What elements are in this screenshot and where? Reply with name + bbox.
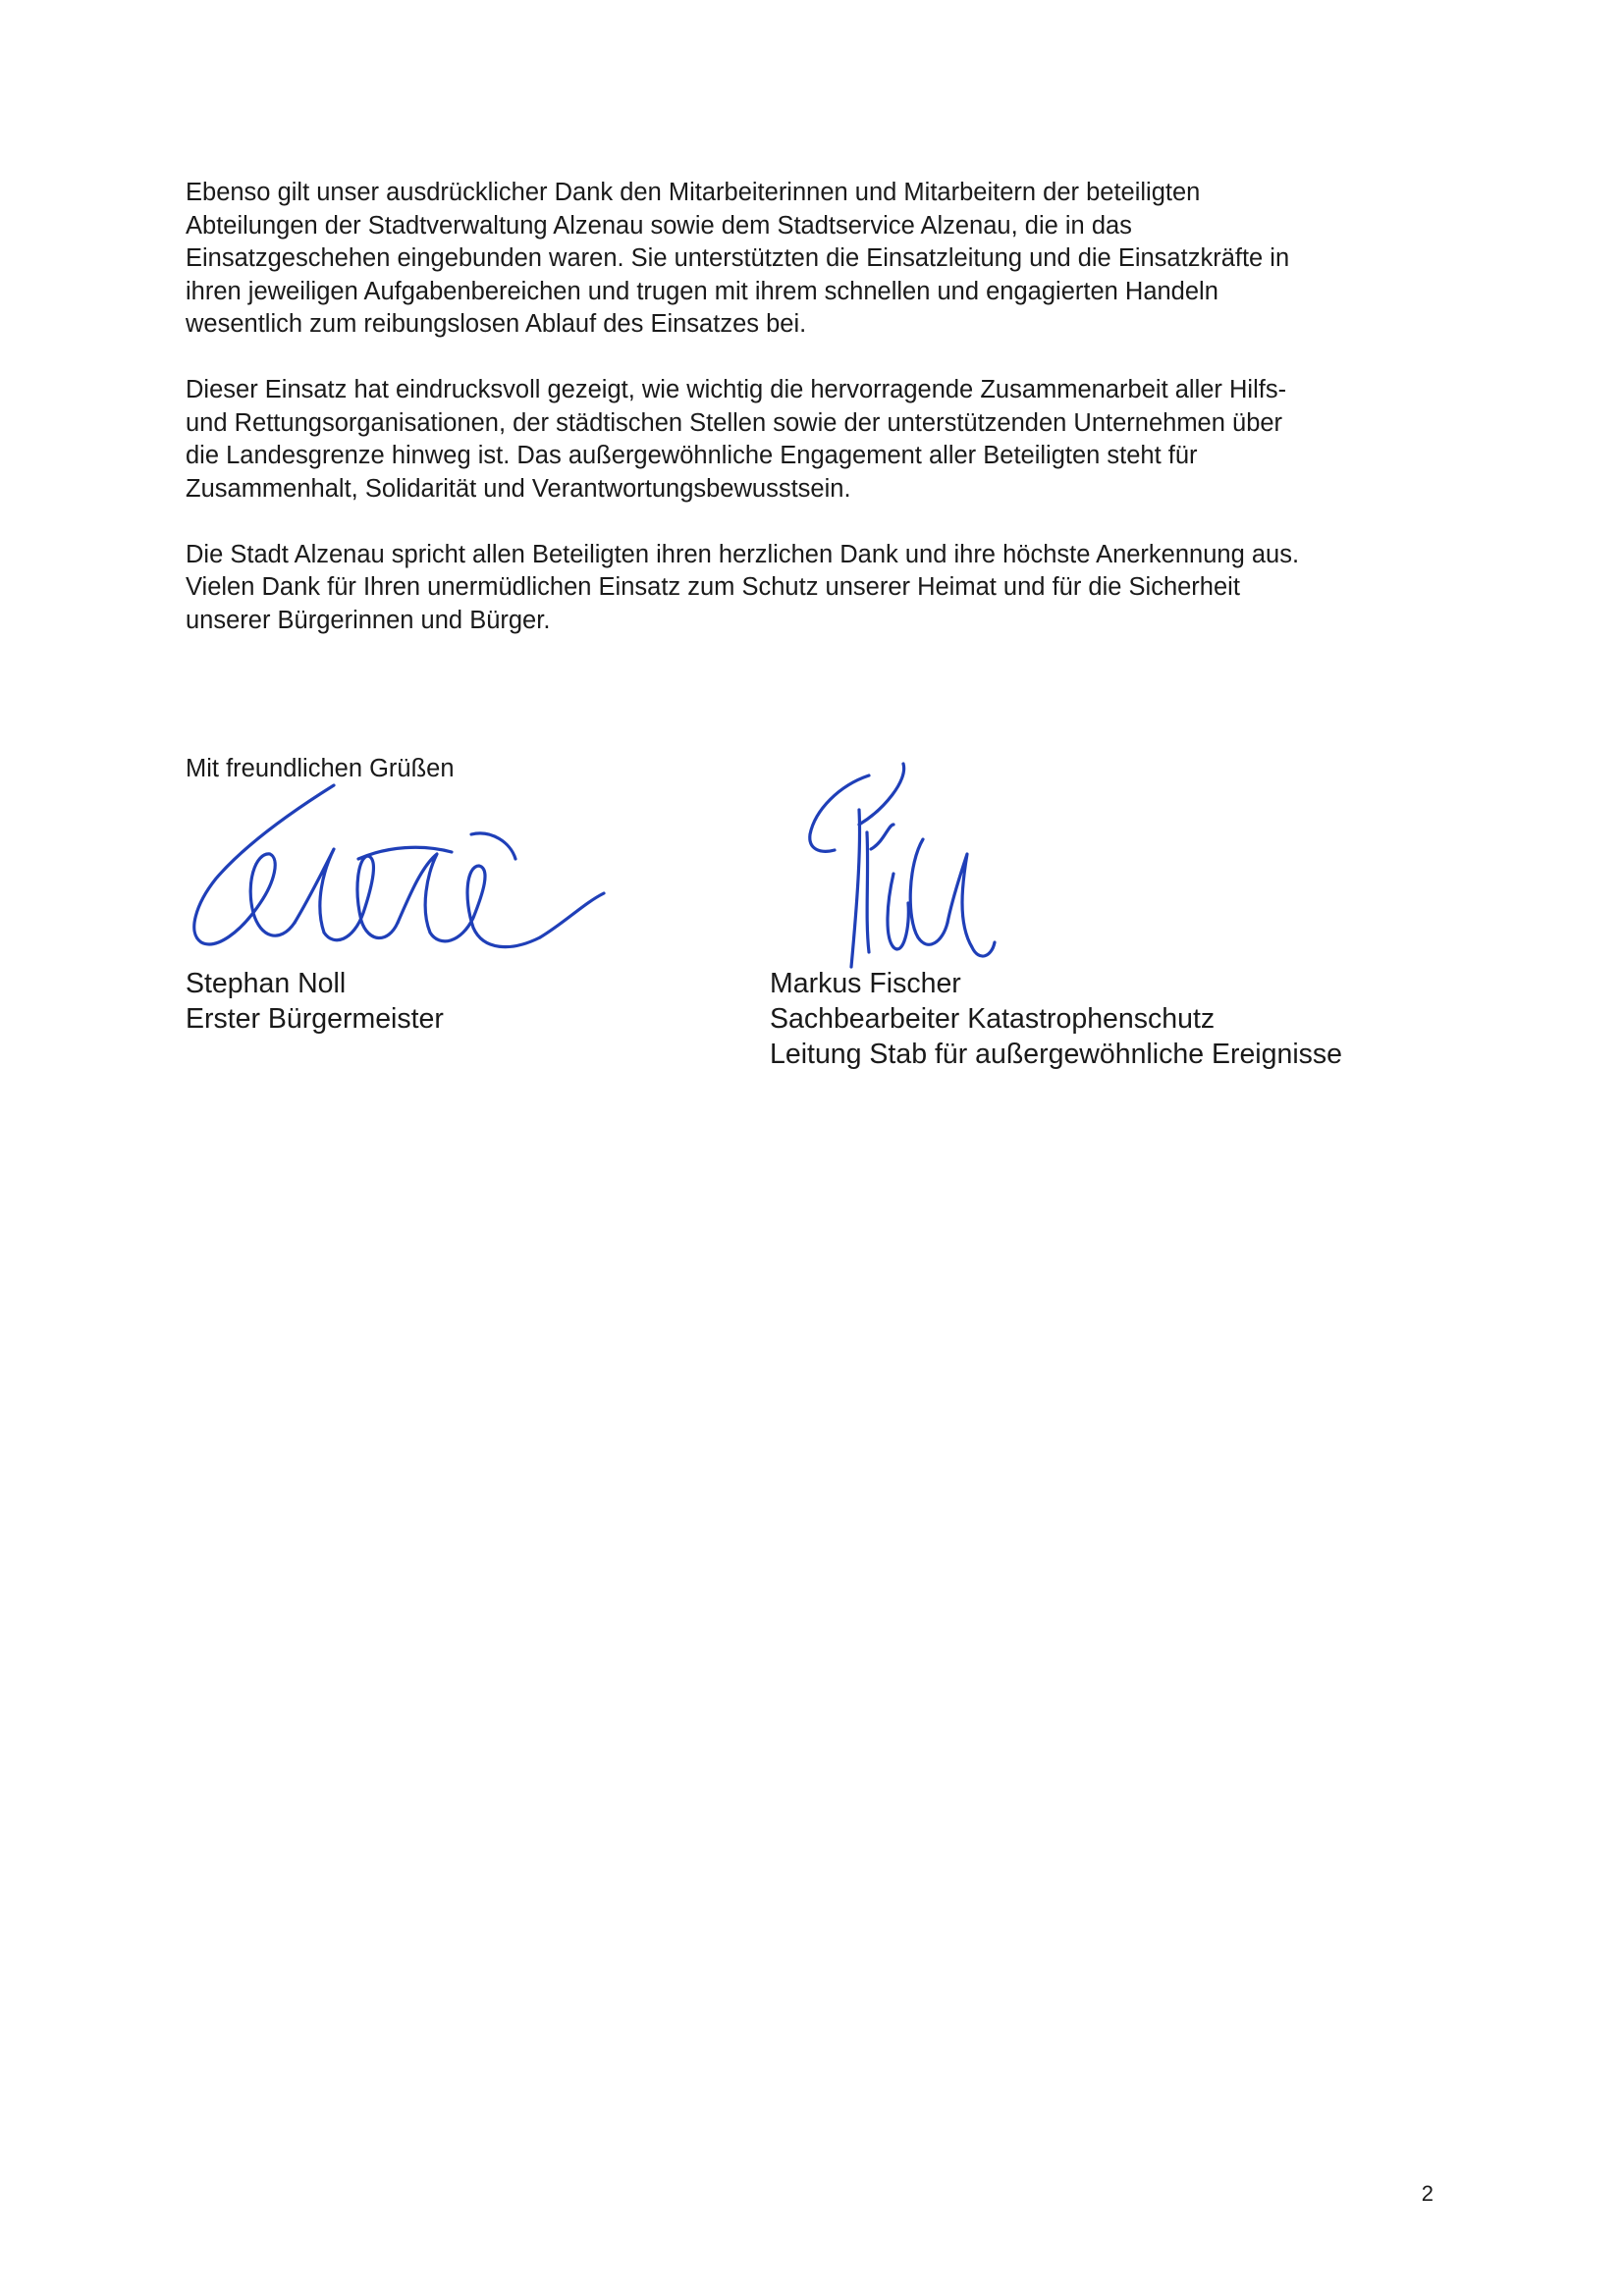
letter-body xyxy=(186,177,1452,670)
signatory-title: Erster Bürgermeister xyxy=(186,1003,444,1035)
signatory-noll xyxy=(186,966,444,1037)
signatory-title: Leitung Stab für außergewöhnliche Ereignisse xyxy=(770,1039,1343,1070)
signatory-name: Markus Fischer xyxy=(770,968,961,999)
closing-salutation: Mit freundlichen Grüßen xyxy=(186,755,455,782)
signature-fischer xyxy=(761,756,1006,991)
signatory-name: Stephan Noll xyxy=(186,968,347,999)
paragraph-thanks-staff: Ebenso gilt unser ausdrücklicher Dank den Mitarbeiterinnen und Mitarbeitern der beteiligten Abteilungen der Stadtverwaltung Alzenau sowie dem Stadtservice Alzenau, die in das Einsatzgeschehen eingebunden waren. Sie unterstützten die Einsatzleitung und die Einsatzkräfte in ihren jeweiligen Aufgabenbereichen und trugen mit ihrem schnellen und engagierten Handeln wesentlich zum reibungslosen Ablauf des Einsatzes bei. xyxy=(186,179,1290,338)
signatory-fischer xyxy=(770,966,1342,1072)
paragraph-cooperation: Dieser Einsatz hat eindrucksvoll gezeigt, wie wichtig die hervorragende Zusammenarbeit aller Hilfs- und Rettungsorganisationen, der städtischen Stellen sowie der unterstützenden Unternehmen über die Landesgrenze hinweg ist. Das außergewöhnliche Engagement aller Beteiligten steht für Zusammenhalt, Solidarität und Verantwortungsbewusstsein. xyxy=(186,376,1287,503)
signatory-title: Sachbearbeiter Katastrophenschutz xyxy=(770,1003,1216,1035)
page-number: 2 xyxy=(1421,2181,1434,2206)
paragraph-appreciation: Die Stadt Alzenau spricht allen Beteiligten ihren herzlichen Dank und ihre höchste Anerkennung aus. Vielen Dank für Ihren unermüdlichen Einsatz zum Schutz unserer Heimat und für die Sicherheit unserer Bürgerinnen und Bürger. xyxy=(186,540,1300,634)
signature-noll xyxy=(187,775,609,962)
